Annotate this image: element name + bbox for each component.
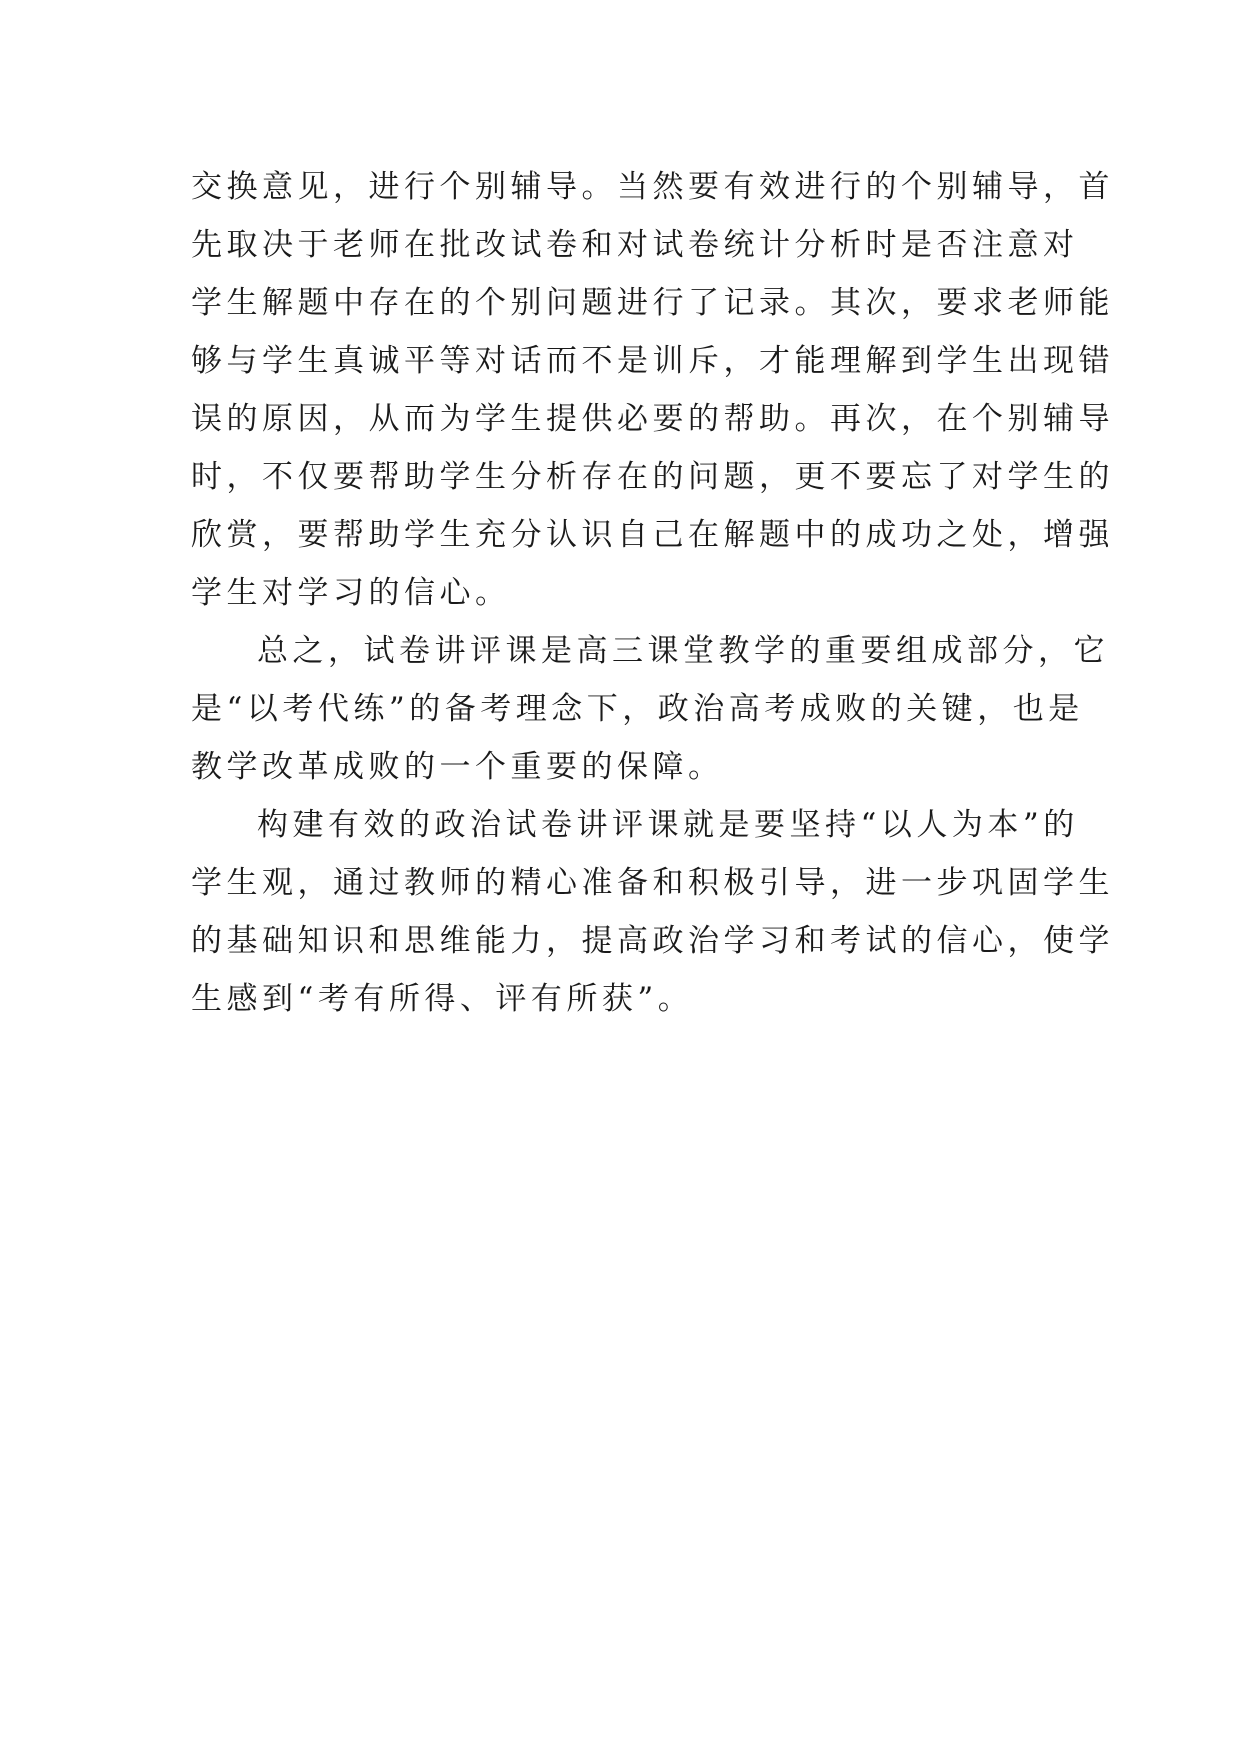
- text-line: 欣赏，要帮助学生充分认识自己在解题中的成功之处，增强: [191, 517, 1114, 553]
- text-line: 构建有效的政治试卷讲评课就是要坚持“以人为本”的: [257, 807, 1079, 843]
- text-line: 学生解题中存在的个别问题进行了记录。其次，要求老师能: [191, 285, 1114, 321]
- paragraph-3: [191, 796, 1114, 1028]
- paragraph-2: [191, 622, 1109, 796]
- text-line: 学生观，通过教师的精心准备和积极引导，进一步巩固学生: [191, 865, 1114, 901]
- text-line: 教学改革成败的一个重要的保障。: [191, 749, 724, 785]
- text-line: 学生对学习的信心。: [191, 575, 511, 611]
- text-line: 够与学生真诚平等对话而不是训斥，才能理解到学生出现错: [191, 343, 1114, 379]
- text-line: 时，不仅要帮助学生分析存在的问题，更不要忘了对学生的: [191, 459, 1114, 495]
- document-body: [191, 158, 1114, 1028]
- text-line: 的基础知识和思维能力，提高政治学习和考试的信心，使学: [191, 923, 1114, 959]
- text-line: 生感到“考有所得、评有所获”。: [191, 981, 694, 1017]
- text-line: 总之，试卷讲评课是高三课堂教学的重要组成部分，它: [257, 633, 1109, 669]
- paragraph-1: [191, 158, 1114, 622]
- text-line: 交换意见，进行个别辅导。当然要有效进行的个别辅导，首: [191, 169, 1114, 205]
- text-line: 误的原因，从而为学生提供必要的帮助。再次，在个别辅导: [191, 401, 1114, 437]
- text-line: 先取决于老师在批改试卷和对试卷统计分析时是否注意对: [191, 227, 1079, 263]
- text-line: 是“以考代练”的备考理念下，政治高考成败的关键，也是: [191, 691, 1084, 727]
